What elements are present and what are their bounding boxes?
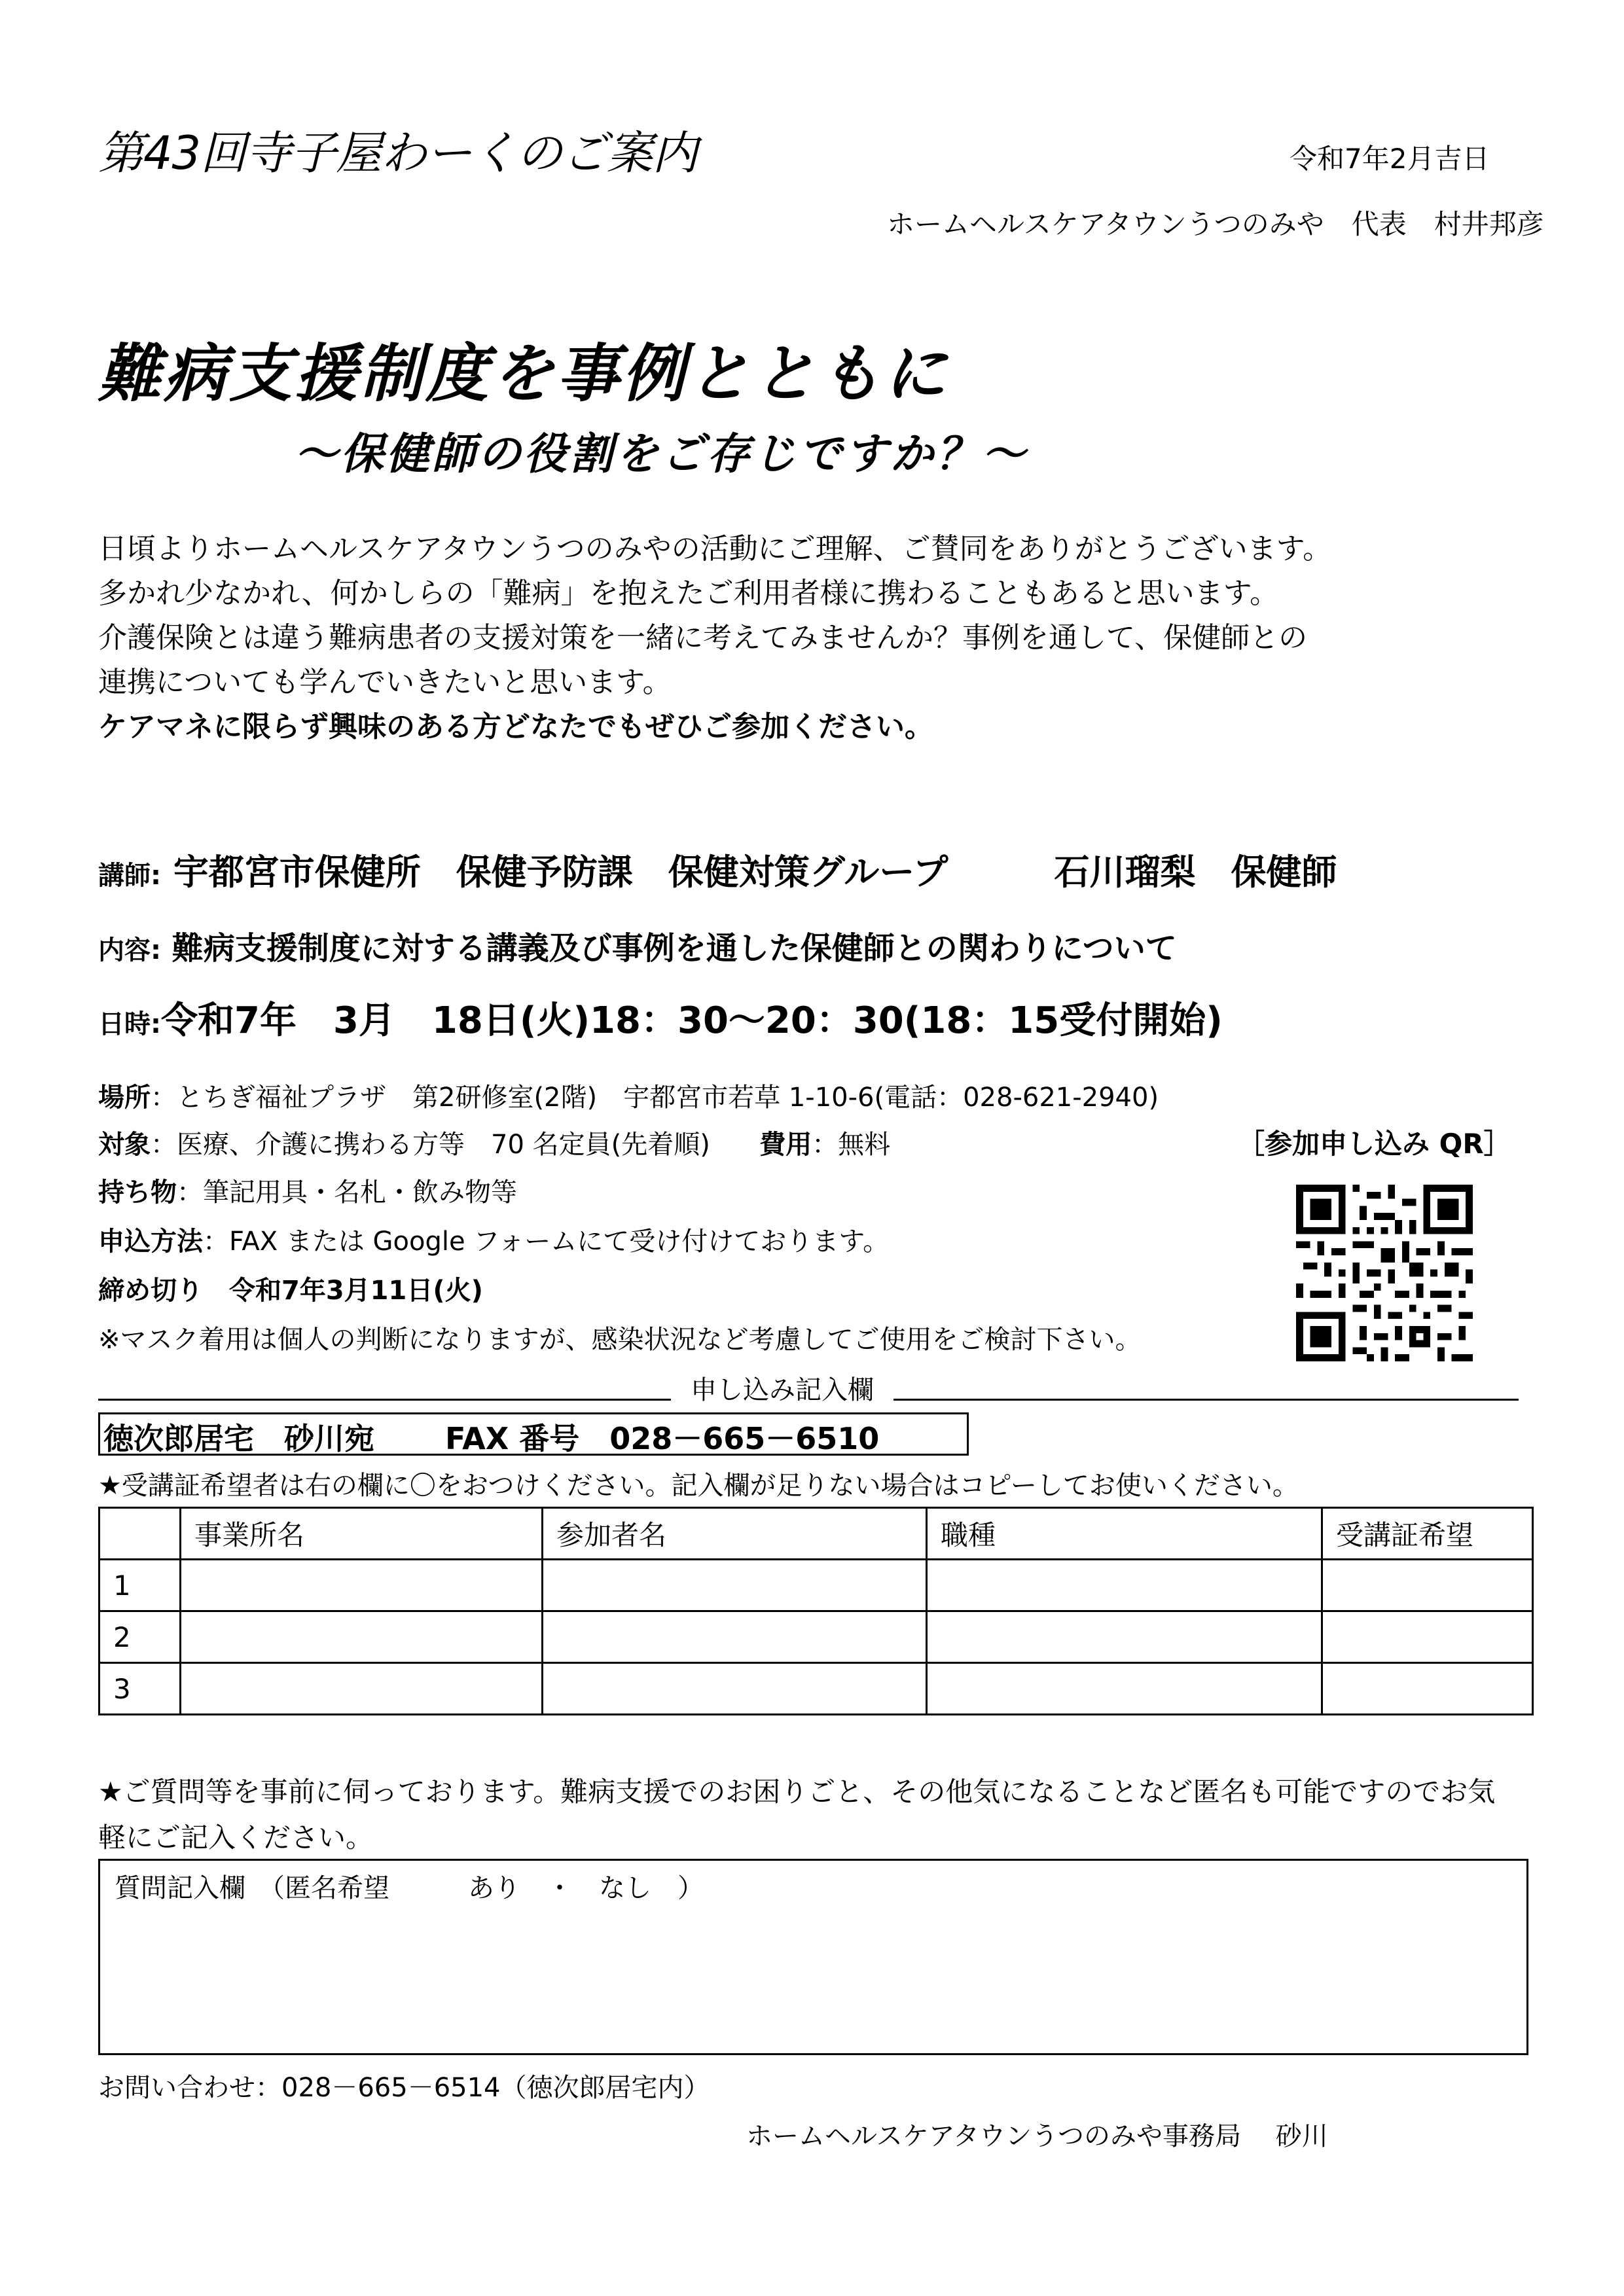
main-title: 難病支援制度を事例とともに	[98, 337, 949, 410]
issue-date: 令和7年2月吉日	[1290, 143, 1490, 175]
place-value: ：とちぎ福祉プラザ 第2研修室(2階) 宇都宮市若草 1-10-6(電話：028-621-2940)	[151, 1083, 1159, 1113]
apply-value: ：FAX または Google フォームにて受け付けております。	[203, 1227, 890, 1257]
lecturer-label: 講師:	[98, 861, 161, 891]
intro-line: 多かれ少なかれ、何かしらの「難病」を抱えたご利用者様に携わることもあると思います。	[98, 577, 1279, 610]
table-header	[99, 1508, 181, 1560]
certificate-note: ★受講証希望者は右の欄に〇をおつけください。記入欄が足りない場合はコピーしてお使いください。	[98, 1471, 1299, 1501]
sub-title: ～保健師の役割をご存じですか？～	[295, 429, 1028, 479]
fee-label: 費用	[759, 1130, 812, 1160]
target-value: ：医療、介護に携わる方等 70 名定員(先着順)	[151, 1130, 710, 1160]
intro-closing: ケアマネに限らず興味のある方どなたでもぜひご参加ください。	[98, 710, 933, 744]
questions-box-label: 質問記入欄 （匿名希望 あり ・ なし ）	[115, 1873, 704, 1903]
place-label: 場所	[98, 1083, 151, 1113]
certificate-cell[interactable]	[1322, 1611, 1533, 1663]
table-header: 受講証希望	[1322, 1508, 1533, 1560]
office-cell[interactable]	[181, 1611, 543, 1663]
target-row	[98, 1124, 890, 1161]
form-section-label: 申し込み記入欄	[691, 1375, 874, 1405]
questions-intro: ★ご質問等を事前に伺っております。難病支援でのお困りごと、その他気になることなど匿名も可能ですのでお気	[98, 1776, 1496, 1808]
row-number: 3	[99, 1663, 181, 1715]
row-number: 2	[99, 1611, 181, 1663]
divider-left	[98, 1399, 671, 1401]
intro-paragraph	[98, 527, 1331, 749]
fee-value: ：無料	[812, 1130, 891, 1160]
mask-note: ※マスク着用は個人の判断になりますが、感染状況など考慮してご使用をご検討下さい。	[98, 1325, 1142, 1355]
table-row	[99, 1560, 1533, 1611]
job-cell[interactable]	[927, 1611, 1322, 1663]
office-cell[interactable]	[181, 1560, 543, 1611]
intro-line: 日頃よりホームヘルスケアタウンうつのみやの活動にご理解、ご賛同をありがとうございます。	[98, 532, 1332, 565]
qr-code-icon[interactable]	[1296, 1185, 1473, 1361]
job-cell[interactable]	[927, 1663, 1322, 1715]
participant-cell[interactable]	[543, 1663, 927, 1715]
lecturer-value: 宇都宮市保健所 保健予防課 保健対策グループ 石川瑠梨 保健師	[173, 852, 1337, 893]
content-label: 内容:	[98, 935, 161, 965]
deadline: 締め切り 令和7年3月11日(火)	[98, 1276, 483, 1306]
content-row	[98, 923, 1177, 968]
page-title: 第43回寺子屋わーくのご案内	[98, 126, 698, 180]
datetime-row	[98, 992, 1223, 1044]
content-value: 難病支援制度に対する講義及び事例を通した保健師との関わりについて	[171, 930, 1177, 967]
apply-row	[98, 1221, 889, 1258]
registration-table	[98, 1507, 1534, 1715]
intro-line: 介護保険とは違う難病患者の支援対策を一緒に考えてみませんか？事例を通して、保健師との	[98, 621, 1308, 655]
qr-label: ［参加申し込み QR］	[1237, 1128, 1511, 1160]
fax-info: 徳次郎居宅 砂川宛 FAX 番号 028－665－6510	[103, 1421, 880, 1456]
datetime-label: 日時:	[98, 1009, 161, 1039]
office-cell[interactable]	[181, 1663, 543, 1715]
table-header: 職種	[927, 1508, 1322, 1560]
belongings-row	[98, 1172, 517, 1209]
office-info: ホームヘルスケアタウンうつのみや事務局 砂川	[746, 2121, 1328, 2151]
job-cell[interactable]	[927, 1560, 1322, 1611]
table-row	[99, 1611, 1533, 1663]
certificate-cell[interactable]	[1322, 1560, 1533, 1611]
lecturer-row	[98, 844, 1337, 895]
participant-cell[interactable]	[543, 1560, 927, 1611]
place-row	[98, 1077, 1159, 1114]
target-label: 対象	[98, 1130, 151, 1160]
contact-info: お問い合わせ：028－665－6514（徳次郎居宅内）	[98, 2073, 710, 2103]
intro-line: 連携についても学んでいきたいと思います。	[98, 666, 672, 699]
participant-cell[interactable]	[543, 1611, 927, 1663]
table-header: 参加者名	[543, 1508, 927, 1560]
organizer: ホームヘルスケアタウンうつのみや 代表 村井邦彦	[887, 208, 1544, 240]
belongings-value: ：筆記用具・名札・飲み物等	[177, 1177, 517, 1208]
table-header: 事業所名	[181, 1508, 543, 1560]
questions-intro-cont: 軽にご記入ください。	[98, 1821, 374, 1854]
belongings-label: 持ち物	[98, 1177, 177, 1208]
apply-label: 申込方法	[98, 1227, 203, 1257]
datetime-value: 令和7年 3月 18日(火)18：30～20：30(18：15受付開始)	[161, 999, 1223, 1042]
divider-right	[893, 1399, 1519, 1401]
table-header-row	[99, 1508, 1533, 1560]
certificate-cell[interactable]	[1322, 1663, 1533, 1715]
table-row	[99, 1663, 1533, 1715]
row-number: 1	[99, 1560, 181, 1611]
